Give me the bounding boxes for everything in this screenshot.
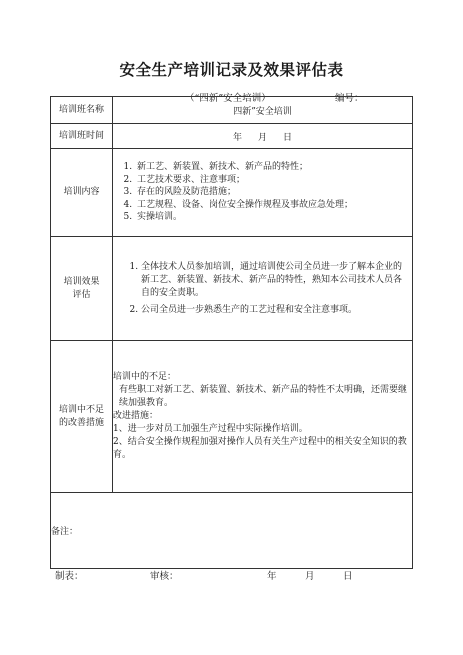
shortcoming-title: 培训中的不足： — [113, 372, 177, 382]
shortcoming-text: 有些职工对新工艺、新装置、新技术、新产品的特性不太明确，还需要继续加强教育。 — [119, 385, 408, 408]
class-time-label: 培训班时间 — [51, 124, 113, 149]
effect-label — [51, 237, 113, 341]
improvement-label-line2: 的改善措施 — [58, 417, 104, 428]
time-month: 月 — [257, 132, 267, 143]
row-effect — [51, 237, 413, 341]
time-day: 日 — [283, 132, 293, 143]
remarks-label: 备注： — [51, 527, 79, 537]
effect-label-line1: 培训效果 — [63, 276, 100, 287]
row-class-time — [51, 124, 413, 149]
content-item: 3. 存在的风险及防范措施； — [135, 186, 412, 199]
improvement-value[interactable] — [113, 341, 413, 493]
training-record-table — [50, 96, 413, 569]
effect-item: 1. 全体技术人员参加培训，通过培训使公司全员进一步了解本企业的新工艺、新装置、新技术、新产品的特性，熟知本公司技术人员各自的安全责职。 — [141, 261, 404, 300]
class-name-label: 培训班名称 — [51, 97, 113, 124]
class-name-value[interactable]: 四新”安全培训 — [113, 97, 413, 124]
effect-label-line2: 评估 — [72, 289, 91, 300]
content-item: 2. 工艺技术要求、注意事项； — [135, 174, 412, 187]
footer-year: 年 — [267, 571, 277, 582]
content-list — [113, 161, 412, 224]
row-content — [51, 149, 413, 237]
measure-item: 2、结合安全操作规程加强对操作人员有关生产过程中的相关安全知识的教育。 — [113, 437, 407, 460]
effect-list — [125, 261, 404, 317]
class-time-value[interactable] — [113, 124, 413, 149]
content-value[interactable] — [113, 149, 413, 237]
serial-number-label: 编号： — [335, 93, 364, 104]
reviewed-by-label: 审核： — [150, 571, 179, 582]
content-item: 4. 工艺规程、设备、岗位安全操作规程及事故应急处理； — [135, 199, 412, 212]
row-remarks — [51, 493, 413, 569]
row-improvement — [51, 341, 413, 493]
measure-item: 1、进一步对员工加强生产过程中实际操作培训。 — [113, 424, 308, 434]
footer-day: 日 — [343, 571, 353, 582]
form-title: 安全生产培训记录及效果评估表 — [119, 61, 344, 79]
form-subtitle: （“四新”安全培训） — [185, 93, 271, 104]
content-label: 培训内容 — [51, 149, 113, 237]
prepared-by-label: 制表： — [55, 571, 84, 582]
time-year: 年 — [232, 132, 242, 143]
measures-title: 改进措施： — [113, 411, 159, 421]
improvement-label — [51, 341, 113, 493]
effect-item: 2. 公司全员进一步熟悉生产的工艺过程和安全注意事项。 — [141, 304, 404, 317]
row-class-name — [51, 97, 413, 124]
footer-month: 月 — [305, 571, 315, 582]
content-item: 1. 新工艺、新装置、新技术、新产品的特性； — [135, 161, 412, 174]
content-item: 5. 实操培训。 — [135, 211, 412, 224]
improvement-label-line1: 培训中不足 — [58, 404, 104, 415]
effect-value[interactable] — [113, 237, 413, 341]
remarks-cell[interactable] — [51, 493, 413, 569]
